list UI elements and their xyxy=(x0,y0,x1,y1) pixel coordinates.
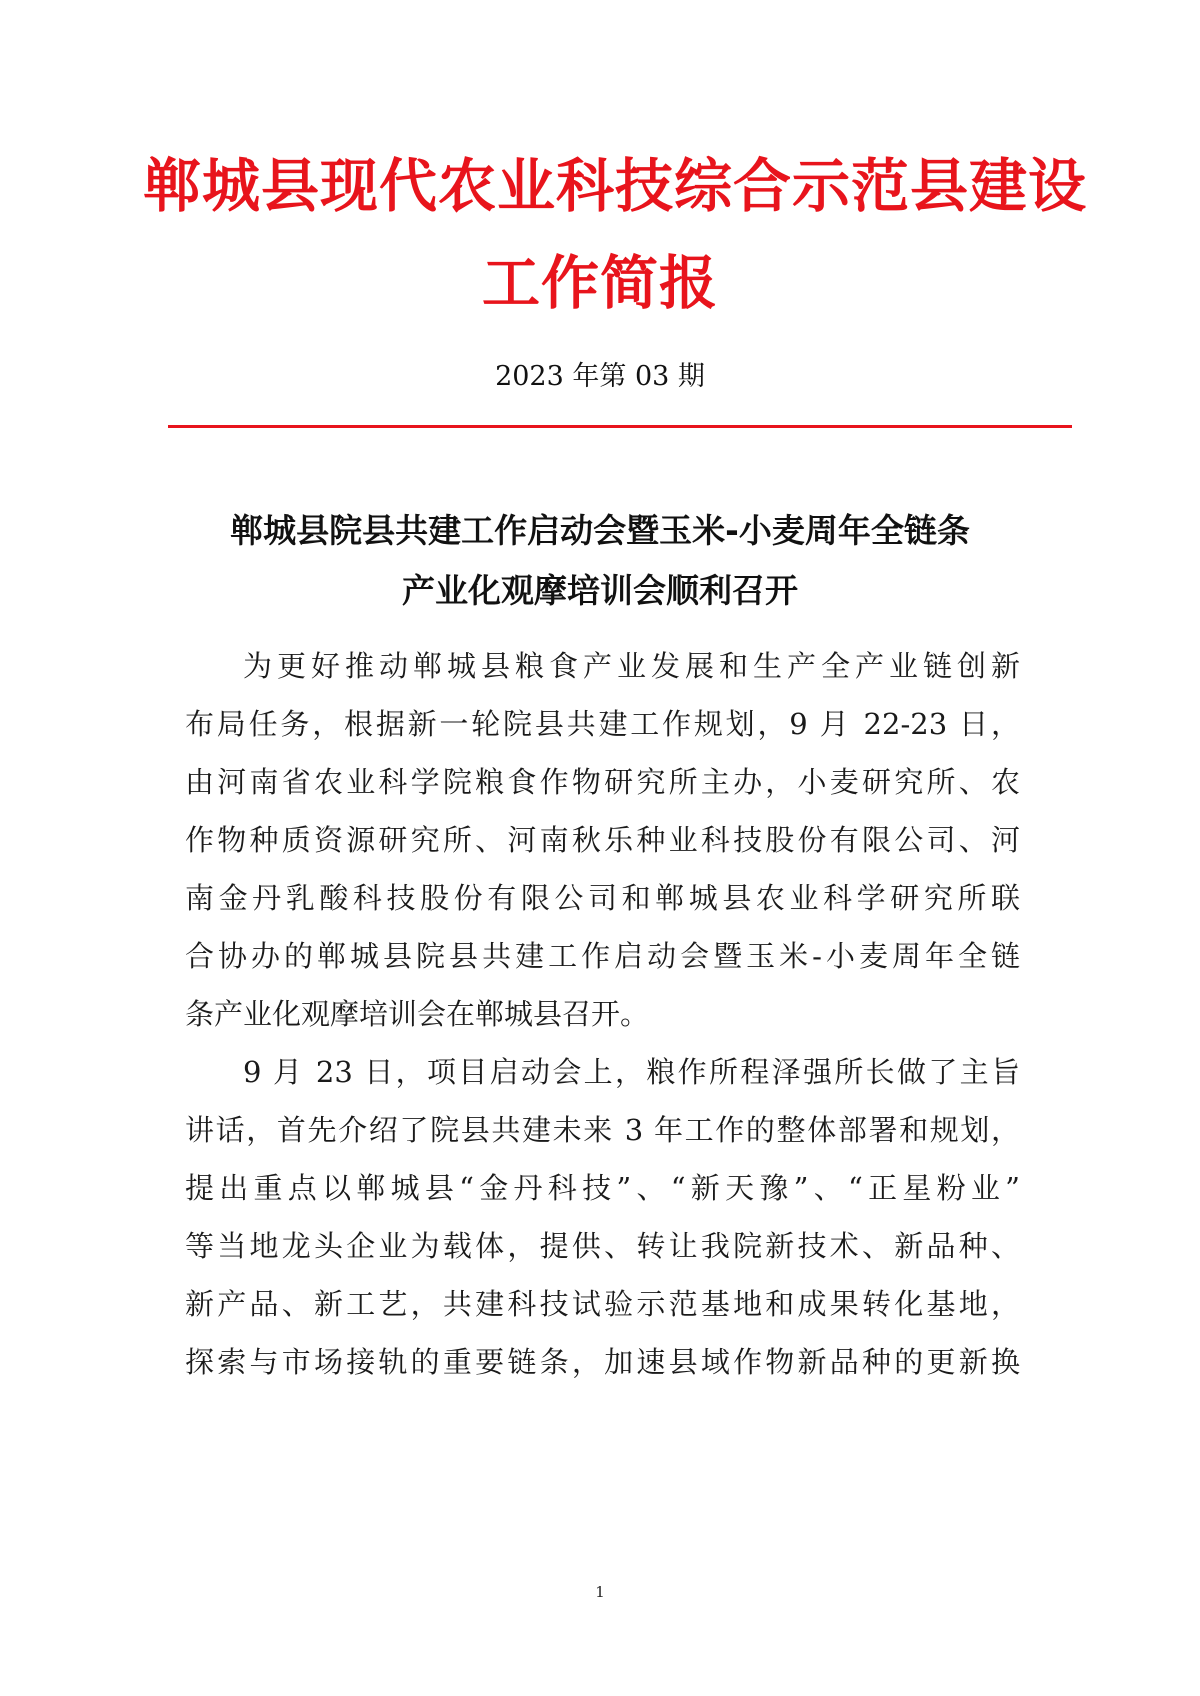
issue-number: 2023 年第 03 期 xyxy=(495,361,705,392)
page-number: 1 xyxy=(595,1583,605,1601)
body-line: 布局任务，根据新一轮院县共建工作规划，9 月 22-23 日， xyxy=(185,707,1020,741)
masthead-title-line2: 工作简报 xyxy=(481,249,718,317)
body-line: 讲话，首先介绍了院县共建未来 3 年工作的整体部署和规划， xyxy=(185,1113,1020,1147)
body-line: 合协办的郸城县院县共建工作启动会暨玉米-小麦周年全链 xyxy=(185,939,1020,973)
body-line: 由河南省农业科学院粮食作物研究所主办，小麦研究所、农 xyxy=(185,765,1020,799)
body-line: 等当地龙头企业为载体，提供、转让我院新技术、新品种、 xyxy=(185,1229,1020,1263)
article-title-line2: 产业化观摩培训会顺利召开 xyxy=(402,571,798,610)
body-line: 为更好推动郸城县粮食产业发展和生产全产业链创新 xyxy=(243,649,1020,683)
article-title-line1: 郸城县院县共建工作启动会暨玉米-小麦周年全链条 xyxy=(230,511,970,550)
body-line: 南金丹乳酸科技股份有限公司和郸城县农业科学研究所联 xyxy=(185,881,1020,915)
body-line: 条产业化观摩培训会在郸城县召开。 xyxy=(185,997,650,1031)
masthead-title-line1: 郸城县现代农业科技综合示范县建设 xyxy=(142,152,1087,220)
body-line: 新产品、新工艺，共建科技试验示范基地和成果转化基地， xyxy=(185,1287,1020,1321)
red-divider-rule xyxy=(168,425,1072,428)
body-line: 探索与市场接轨的重要链条，加速县域作物新品种的更新换 xyxy=(185,1345,1020,1379)
body-line: 9 月 23 日，项目启动会上，粮作所程泽强所长做了主旨 xyxy=(243,1055,1020,1089)
body-line: 提出重点以郸城县“金丹科技”、“新天豫”、“正星粉业” xyxy=(185,1171,1020,1205)
body-line: 作物种质资源研究所、河南秋乐种业科技股份有限公司、河 xyxy=(185,823,1020,857)
